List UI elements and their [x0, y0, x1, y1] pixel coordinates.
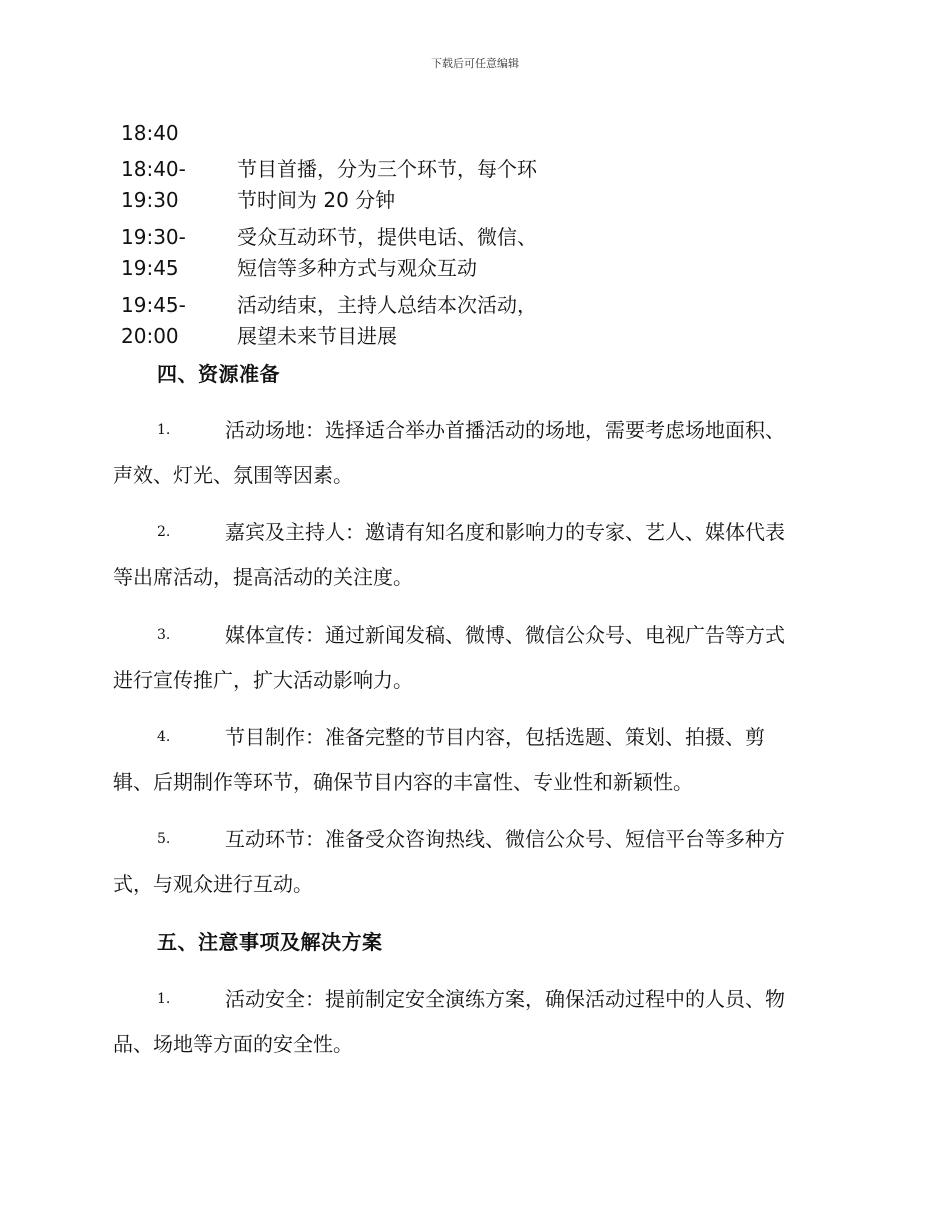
section-heading: 四、资源准备 [157, 362, 280, 386]
item-text: 声效、灯光、氛围等因素。 [113, 463, 353, 487]
list-item [113, 715, 838, 805]
list-number: 3. [157, 627, 171, 643]
schedule-desc: 活动结束，主持人总结本次活动， [237, 293, 537, 317]
schedule-desc: 短信等多种方式与观众互动 [237, 256, 477, 280]
schedule-row [121, 222, 821, 288]
list-number: 1. [157, 422, 171, 438]
item-text: 式，与观众进行互动。 [113, 872, 313, 896]
schedule-desc: 展望未来节目进展 [237, 324, 397, 348]
list-number: 5. [157, 831, 171, 847]
schedule-desc: 节目首播，分为三个环节，每个环 [237, 157, 537, 181]
list-item [113, 977, 838, 1067]
schedule-time-end: 19:30 [121, 188, 179, 212]
section-heading: 五、注意事项及解决方案 [157, 930, 383, 954]
schedule-desc: 受众互动环节，提供电话、微信、 [237, 225, 537, 249]
schedule-time-end: 19:45 [121, 256, 179, 280]
schedule-time: 18:40 [121, 121, 179, 145]
schedule-time-start: 19:45- [121, 293, 186, 317]
list-item [113, 510, 838, 600]
schedule-time-start: 19:30- [121, 225, 186, 249]
item-text: 等出席活动，提高活动的关注度。 [113, 565, 413, 589]
item-text: 节目制作：准备完整的节目内容，包括选题、策划、拍摄、剪 [225, 725, 765, 749]
schedule-row [121, 154, 821, 220]
list-number: 2. [157, 524, 171, 540]
item-text: 嘉宾及主持人：邀请有知名度和影响力的专家、艺人、媒体代表 [225, 520, 785, 544]
schedule-time-end: 20:00 [121, 324, 179, 348]
list-number: 4. [157, 729, 171, 745]
schedule-time-start: 18:40- [121, 157, 186, 181]
item-text: 进行宣传推广，扩大活动影响力。 [113, 668, 413, 692]
schedule-desc: 节时间为 20 分钟 [237, 188, 396, 212]
list-item [113, 408, 838, 498]
page-header: 下载后可任意编辑 [431, 57, 519, 70]
list-item [113, 613, 838, 703]
item-text: 辑、后期制作等环节，确保节目内容的丰富性、专业性和新颖性。 [113, 770, 693, 794]
schedule-table [121, 118, 821, 350]
list-number: 1. [157, 991, 171, 1007]
item-text: 活动安全：提前制定安全演练方案，确保活动过程中的人员、物 [225, 987, 785, 1011]
item-text: 互动环节：准备受众咨询热线、微信公众号、短信平台等多种方 [225, 827, 785, 851]
schedule-row [121, 290, 821, 356]
list-item [113, 817, 838, 907]
schedule-row [121, 118, 821, 152]
item-text: 品、场地等方面的安全性。 [113, 1032, 353, 1056]
item-text: 媒体宣传：通过新闻发稿、微博、微信公众号、电视广告等方式 [225, 623, 785, 647]
item-text: 活动场地：选择适合举办首播活动的场地，需要考虑场地面积、 [225, 418, 785, 442]
